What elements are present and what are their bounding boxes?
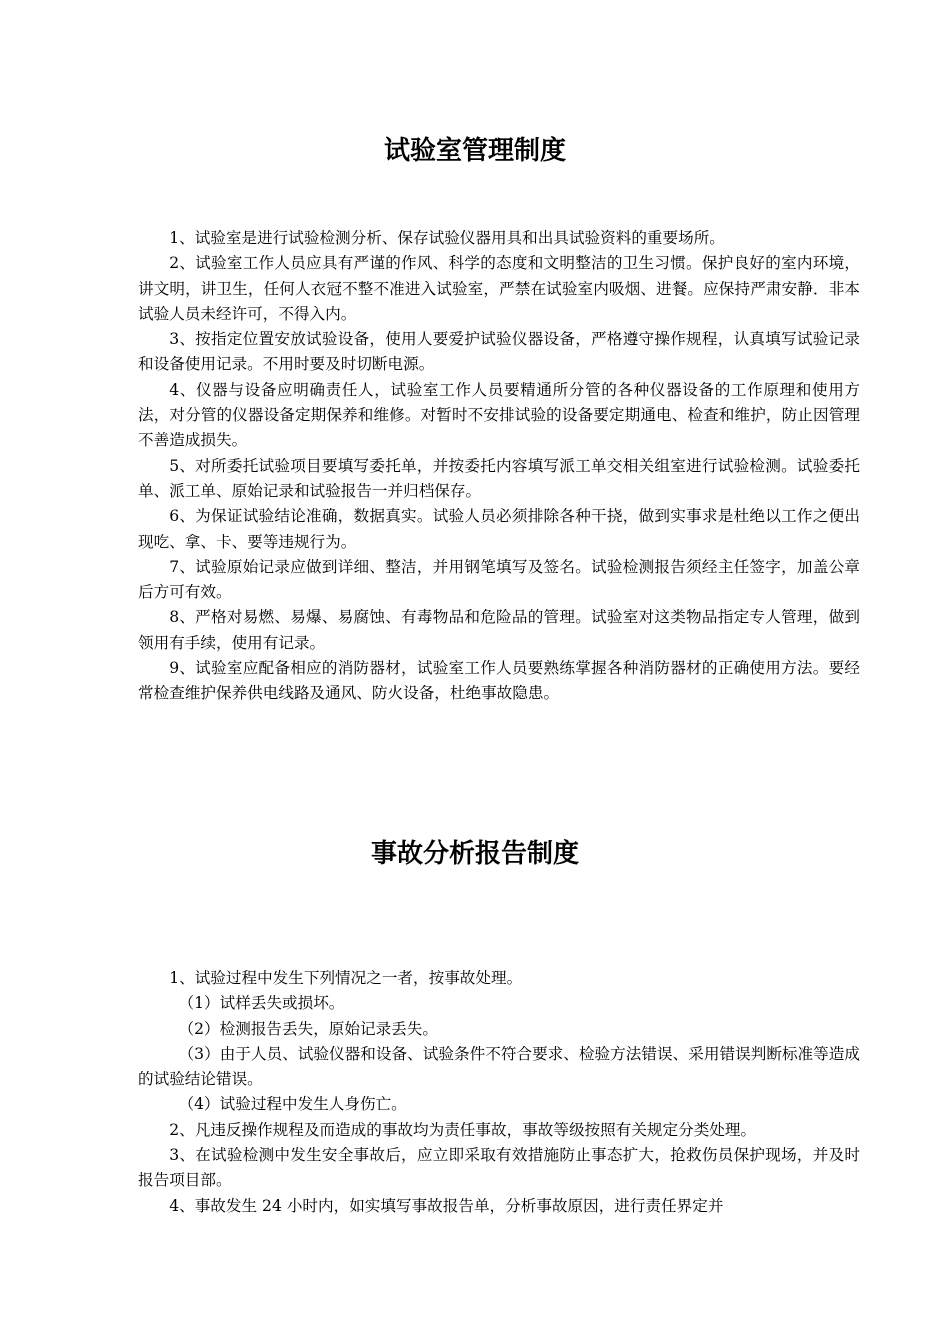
accident-report-title: 事故分析报告制度	[370, 839, 579, 869]
lab-rule-paragraph: 8、严格对易燃、易爆、易腐蚀、有毒物品和危险品的管理。试验室对这类物品指定专人管理，做到领用有手续，使用有记录。	[138, 608, 860, 652]
accident-subitem-paragraph: （3）由于人员、试验仪器和设备、试验条件不符合要求、检验方法错误、采用错误判断标准等造成的试验结论错误。	[138, 1044, 860, 1089]
lab-rule-paragraph: 9、试验室应配备相应的消防器材，试验室工作人员要熟练掌握各种消防器材的正确使用方法。要经常检查维护保养供电线路及通风、防火设备，杜绝事故隐患。	[138, 659, 860, 703]
accident-report-body	[138, 966, 860, 1219]
lab-rule-paragraph: 7、试验原始记录应做到详细、整洁，并用钢笔填写及签名。试验检测报告须经主任签字，加盖公章后方可有效。	[138, 557, 860, 602]
lab-rule-paragraph: 4、仪器与设备应明确责任人，试验室工作人员要精通所分管的各种仪器设备的工作原理和使用方法，对分管的仪器设备定期保养和维修。对暂时不安排试验的设备要定期通电、检查和维护，防止因管理不善造成损失。	[138, 380, 860, 450]
accident-rule-paragraph: 3、在试验检测中发生安全事故后，应立即采取有效措施防止事态扩大，抢救伤员保护现场，并及时报告项目部。	[138, 1146, 860, 1190]
lab-management-body	[138, 226, 860, 707]
accident-rule-paragraph: 4、事故发生 24 小时内，如实填写事故报告单，分析事故原因，进行责任界定并	[169, 1196, 724, 1215]
accident-subitem-paragraph: （4）试验过程中发生人身伤亡。	[178, 1095, 407, 1114]
lab-rule-paragraph: 6、为保证试验结论准确，数据真实。试验人员必须排除各种干挠，做到实事求是杜绝以工作之便出现吃、拿、卡、要等违规行为。	[138, 507, 860, 551]
lab-rule-paragraph: 2、试验室工作人员应具有严谨的作风、科学的态度和文明整洁的卫生习惯。保护良好的室内环境，讲文明，讲卫生，任何人衣冠不整不准进入试验室，严禁在试验室内吸烟、进餐。应保持严肃安静．非本试验人员未经许可，不得入内。	[138, 254, 860, 323]
lab-management-title: 试验室管理制度	[383, 136, 566, 166]
lab-rule-paragraph: 5、对所委托试验项目要填写委托单，并按委托内容填写派工单交相关组室进行试验检测。试验委托单、派工单、原始记录和试验报告一并归档保存。	[138, 456, 860, 500]
accident-subitem-paragraph: （2）检测报告丢失，原始记录丢失。	[178, 1019, 438, 1038]
accident-subitem-paragraph: （1）试样丢失或损坏。	[178, 994, 345, 1013]
accident-rule-paragraph: 1、试验过程中发生下列情况之一者，按事故处理。	[169, 969, 523, 987]
lab-rule-paragraph: 1、试验室是进行试验检测分析、保存试验仪器用具和出具试验资料的重要场所。	[169, 229, 725, 247]
accident-rule-paragraph: 2、凡违反操作规程及而造成的事故均为责任事故，事故等级按照有关规定分类处理。	[169, 1120, 757, 1139]
lab-rule-paragraph: 3、按指定位置安放试验设备，使用人要爱护试验仪器设备，严格遵守操作规程，认真填写试验记录和设备使用记录。不用时要及时切断电源。	[138, 330, 860, 374]
